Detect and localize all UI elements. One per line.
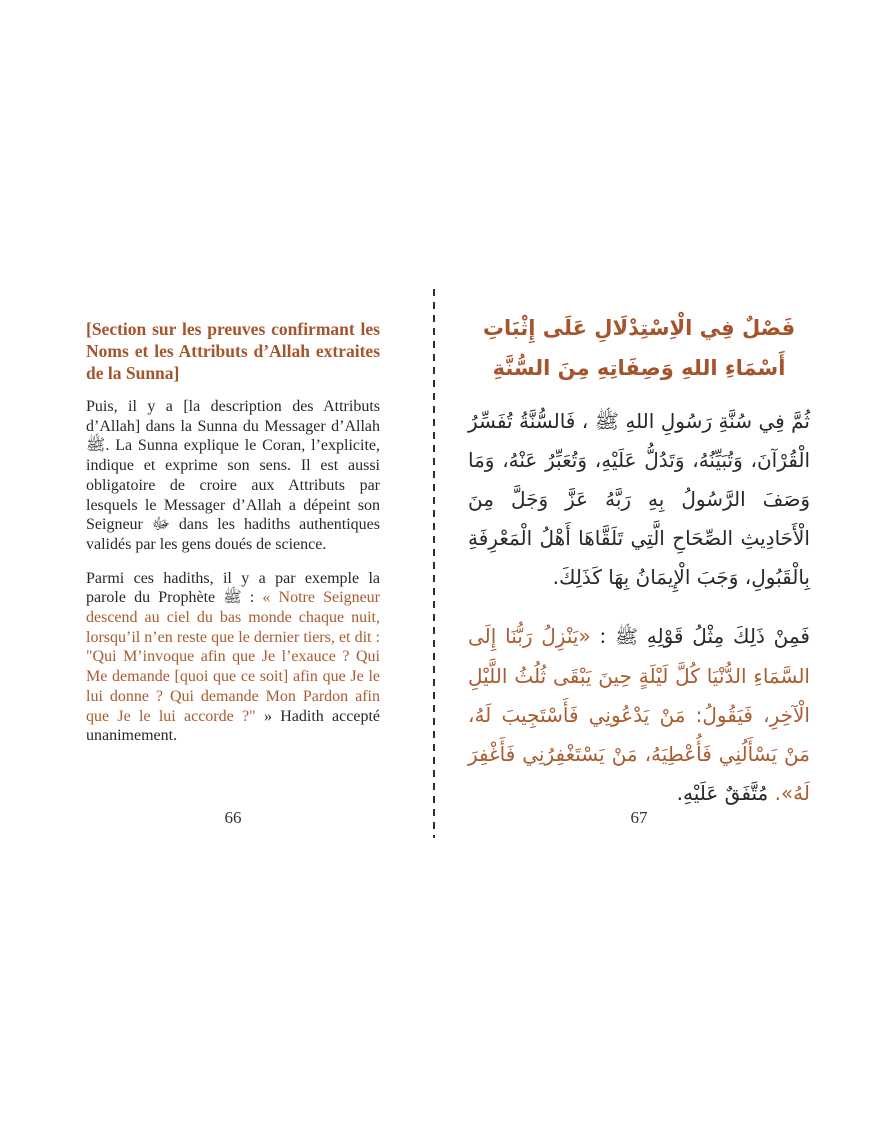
section-heading-french: [Section sur les preuves confirmant les Noms et les Attributs d’Allah extraites de la Sunna] [86, 319, 380, 383]
section-heading-arabic: فَصْلٌ فِي الْاِسْتِدْلَالِ عَلَى إِثْبَاتِ أَسْمَاءِ اللهِ وَصِفَاتِهِ مِنَ السُّنَّةِ [482, 316, 796, 380]
hadith-separator-french: : [241, 589, 263, 607]
hadith-closing-french: » Hadith accepté unanimement. [86, 707, 381, 745]
page-number-right: 67 [630, 808, 648, 827]
hadith-quote-arabic: «يَنْزِلُ رَبُّنَا إِلَى السَّمَاءِ الدُّنْيَا كُلَّ لَيْلَةٍ حِينَ يَبْقَى ثُلُثُ اللَّيْلِ الْآخِرِ، فَيَقُولُ: مَنْ يَدْعُونِي فَأَسْتَجِيبَ لَهُ، مَنْ يَسْأَلُنِي فَأُعْطِيَهُ، مَنْ يَسْتَغْفِرُنِي فَأَغْفِرَ لَهُ». [468, 624, 810, 805]
hadith-quote-french: « Notre Seigneur descend au ciel du bas monde chaque nuit, lorsqu’il n’en reste que le dernier tiers, et dit : "Qui M’invoque afin que Je l’exauce ? Qui Me demande [quoi que ce soit] afin que Je le lui donne ? Qui demande Mon Pardon afin que Je le lui accorde ?" [86, 589, 381, 725]
hadith-closing-arabic: مُتَّفَقٌ عَلَيْهِ. [676, 781, 775, 805]
right-page [468, 308, 810, 833]
saw-symbol: ﷺ [223, 588, 242, 607]
arabic-paragraph-1: ثُمَّ فِي سُنَّةِ رَسُولِ اللهِ ﷺ ، فَالسُّنَّةُ تُفَسِّرُ الْقُرْآنَ، وَتُبَيِّنُهُ، وَتَدُلُّ عَلَيْهِ، وَتُعَبِّرُ عَنْهُ، وَمَا وَصَفَ الرَّسُولُ بِهِ رَبَّهُ عَزَّ وَجَلَّ مِنَ الْأَحَادِيثِ الصِّحَاحِ الَّتِي تَلَقَّاهَا أَهْلُ الْمَعْرِفَةِ بِالْقَبُولِ، وَجَبَ الْإِيمَانُ بِهَا كَذَلِكَ. [468, 409, 810, 589]
hadith-separator-arabic: : [590, 624, 616, 648]
left-page [86, 318, 380, 760]
hadith-intro-arabic: فَمِنْ ذَلِكَ مِثْلُ قَوْلِهِ [637, 624, 810, 648]
french-paragraph-2 [86, 569, 380, 746]
french-paragraph-1: Puis, il y a [la description des Attributs d’Allah] dans la Sunna du Messager d’Allah ﷺ. La Sunna explique le Coran, l’explicite, indique et exprime son sens. Il est aussi obligatoire de croire aux Attributs par lesquels le Messager d’Allah a dépeint son Seigneur ﷻ dans les hadiths authentiques validés par les gens doués de science. [86, 398, 381, 553]
page-number-left: 66 [224, 808, 242, 827]
saw-symbol: ﷺ [615, 626, 638, 648]
hadith-intro-french: Parmi ces hadiths, il y a par exemple la parole du Prophète [86, 569, 380, 607]
page-divider [433, 289, 435, 838]
arabic-paragraph-2 [468, 617, 810, 813]
